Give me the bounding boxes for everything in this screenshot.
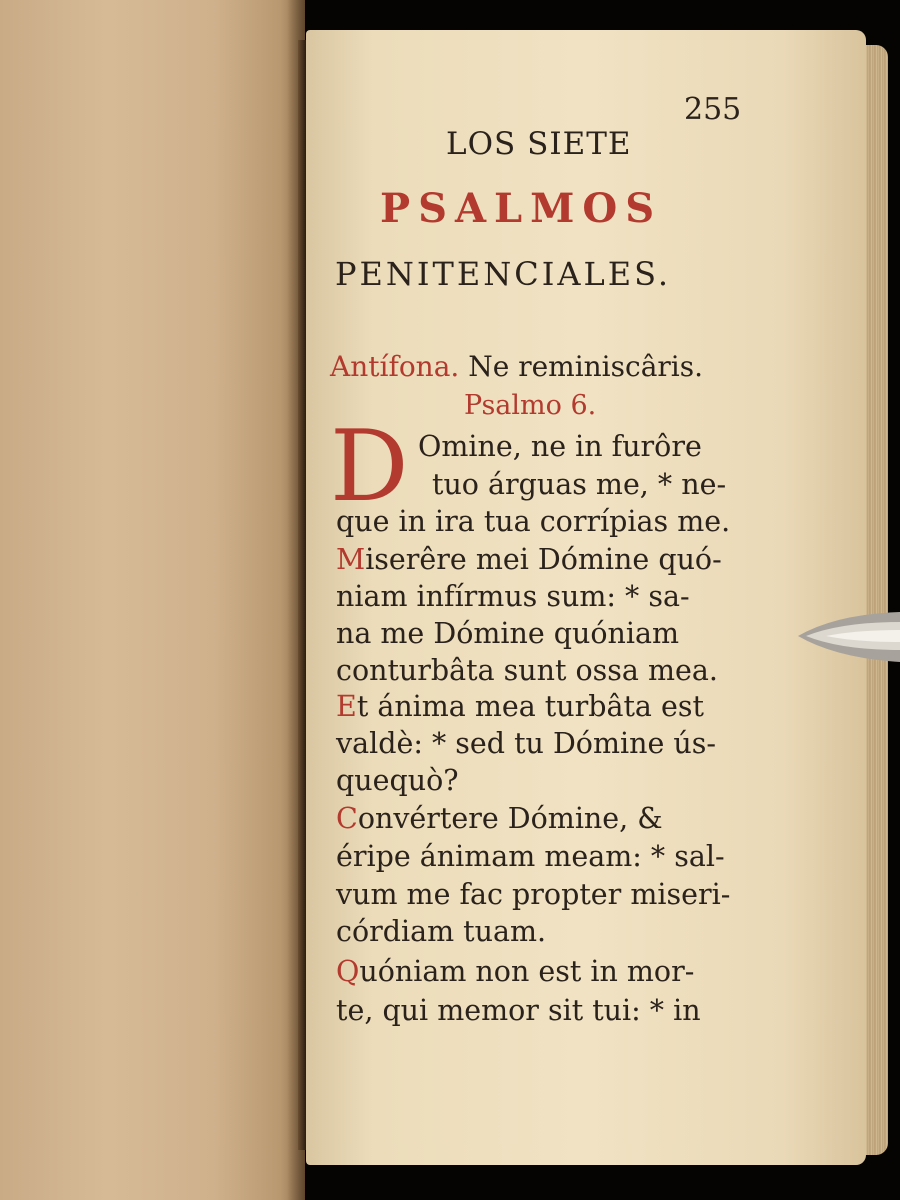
page-number: 255 bbox=[684, 92, 742, 127]
title-line-2: PSALMOS bbox=[380, 185, 663, 232]
verse-line-3: que in ira tua corrípias me. bbox=[336, 505, 731, 538]
verse-line-13: vum me fac propter miseri- bbox=[336, 878, 731, 911]
antiphon-line bbox=[330, 350, 703, 383]
antiphon-text: Ne reminiscâris. bbox=[468, 350, 703, 383]
verse-line-5: niam infírmus sum: * sa- bbox=[336, 580, 690, 613]
verse-line-11 bbox=[336, 802, 663, 835]
verse-line-15 bbox=[336, 955, 694, 988]
verse-line-16: te, qui memor sit tui: * in bbox=[336, 994, 701, 1027]
metal-clip-icon bbox=[796, 606, 900, 668]
drop-cap: D bbox=[330, 410, 409, 524]
left-page bbox=[0, 0, 305, 1200]
verse-line-7: conturbâta sunt ossa mea. bbox=[336, 654, 718, 687]
verse-line-6: na me Dómine quóniam bbox=[336, 617, 680, 650]
verse-line-10: quequò? bbox=[336, 764, 459, 797]
verse-line-15-text: uóniam non est in mor- bbox=[359, 955, 695, 988]
verse-line-8 bbox=[336, 690, 704, 723]
verse-line-4 bbox=[336, 543, 722, 576]
verse-line-14: córdiam tuam. bbox=[336, 915, 547, 948]
verse-line-11-text: onvértere Dómine, & bbox=[357, 802, 663, 835]
verse-line-4-text: iserêre mei Dómine quó- bbox=[365, 543, 722, 576]
title-line-3: PENITENCIALES. bbox=[335, 255, 672, 293]
verse-line-9: valdè: * sed tu Dómine ús- bbox=[336, 727, 716, 760]
psalm-heading: Psalmo 6. bbox=[464, 390, 597, 421]
verse-initial-c: C bbox=[336, 802, 358, 835]
verse-line-12: éripe ánimam meam: * sal- bbox=[336, 840, 725, 873]
title-line-1: LOS SIETE bbox=[446, 126, 632, 162]
verse-initial-e: E bbox=[336, 690, 357, 723]
verse-line-8-text: t ánima mea turbâta est bbox=[356, 690, 704, 723]
verse-line-1: Omine, ne in furôre bbox=[418, 430, 702, 463]
verse-initial-m: M bbox=[336, 543, 366, 576]
verse-line-2: tuo árguas me, * ne- bbox=[432, 468, 727, 501]
antiphon-label: Antífona. bbox=[330, 350, 460, 383]
verse-initial-q: Q bbox=[336, 955, 360, 988]
